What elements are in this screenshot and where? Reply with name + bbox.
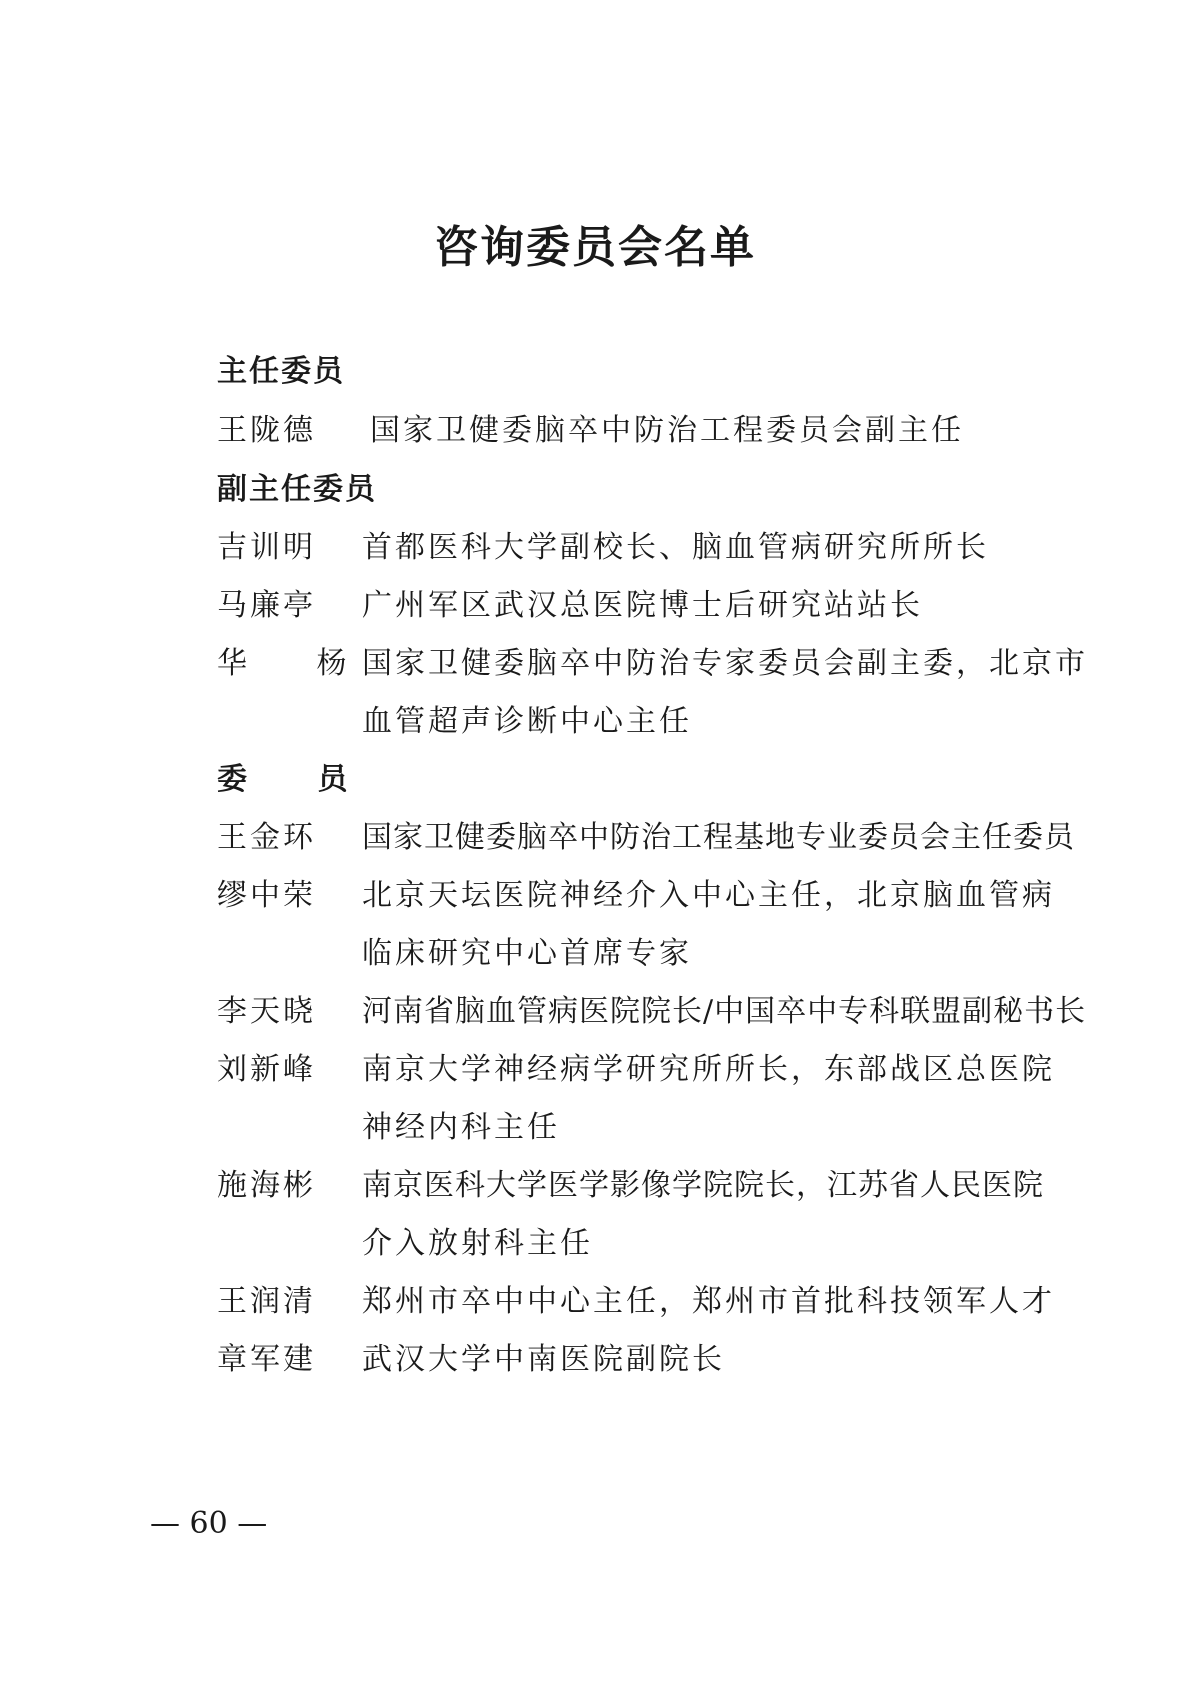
member-role: 首都医科大学副校长、脑血管病研究所所长	[362, 530, 989, 565]
member-name: 缪中荣	[217, 878, 316, 913]
member-name: 王润清	[217, 1284, 316, 1319]
member-name: 施海彬	[217, 1168, 316, 1203]
member-role-continuation: 血管超声诊断中心主任	[362, 704, 692, 739]
member-role: 北京天坛医院神经介入中心主任，北京脑血管病	[362, 878, 1055, 913]
member-name: 李天晓	[217, 994, 316, 1029]
section-heading-members: 委 员	[217, 762, 378, 797]
member-role: 国家卫健委脑卒中防治工程基地专业委员会主任委员	[362, 820, 1075, 855]
member-role-continuation: 神经内科主任	[362, 1110, 560, 1145]
member-name: 王陇德	[217, 413, 316, 448]
member-role: 武汉大学中南医院副院长	[362, 1342, 725, 1377]
member-name: 马廉亭	[217, 588, 316, 623]
member-name: 华 杨	[217, 646, 377, 681]
member-role: 广州军区武汉总医院博士后研究站站长	[362, 588, 923, 623]
member-name: 王金环	[217, 820, 316, 855]
member-name: 章军建	[217, 1342, 316, 1377]
member-role: 国家卫健委脑卒中防治专家委员会副主委，北京市	[362, 646, 1088, 681]
member-role-continuation: 临床研究中心首席专家	[362, 936, 692, 971]
member-role: 南京大学神经病学研究所所长，东部战区总医院	[362, 1052, 1055, 1087]
member-role: 郑州市卒中中心主任，郑州市首批科技领军人才	[362, 1284, 1055, 1319]
section-heading-director: 主任委员	[217, 354, 345, 389]
member-name: 刘新峰	[217, 1052, 316, 1087]
page-title: 咨询委员会名单	[434, 222, 756, 273]
member-role: 国家卫健委脑卒中防治工程委员会副主任	[370, 413, 964, 448]
member-name: 吉训明	[217, 530, 316, 565]
member-role: 河南省脑血管病医院院长/中国卒中专科联盟副秘书长	[362, 994, 1087, 1029]
member-role-continuation: 介入放射科主任	[362, 1226, 593, 1261]
page-number: — 60 —	[150, 1506, 268, 1541]
member-role: 南京医科大学医学影像学院院长，江苏省人民医院	[362, 1168, 1044, 1203]
section-heading-deputy-director: 副主任委员	[217, 472, 377, 507]
